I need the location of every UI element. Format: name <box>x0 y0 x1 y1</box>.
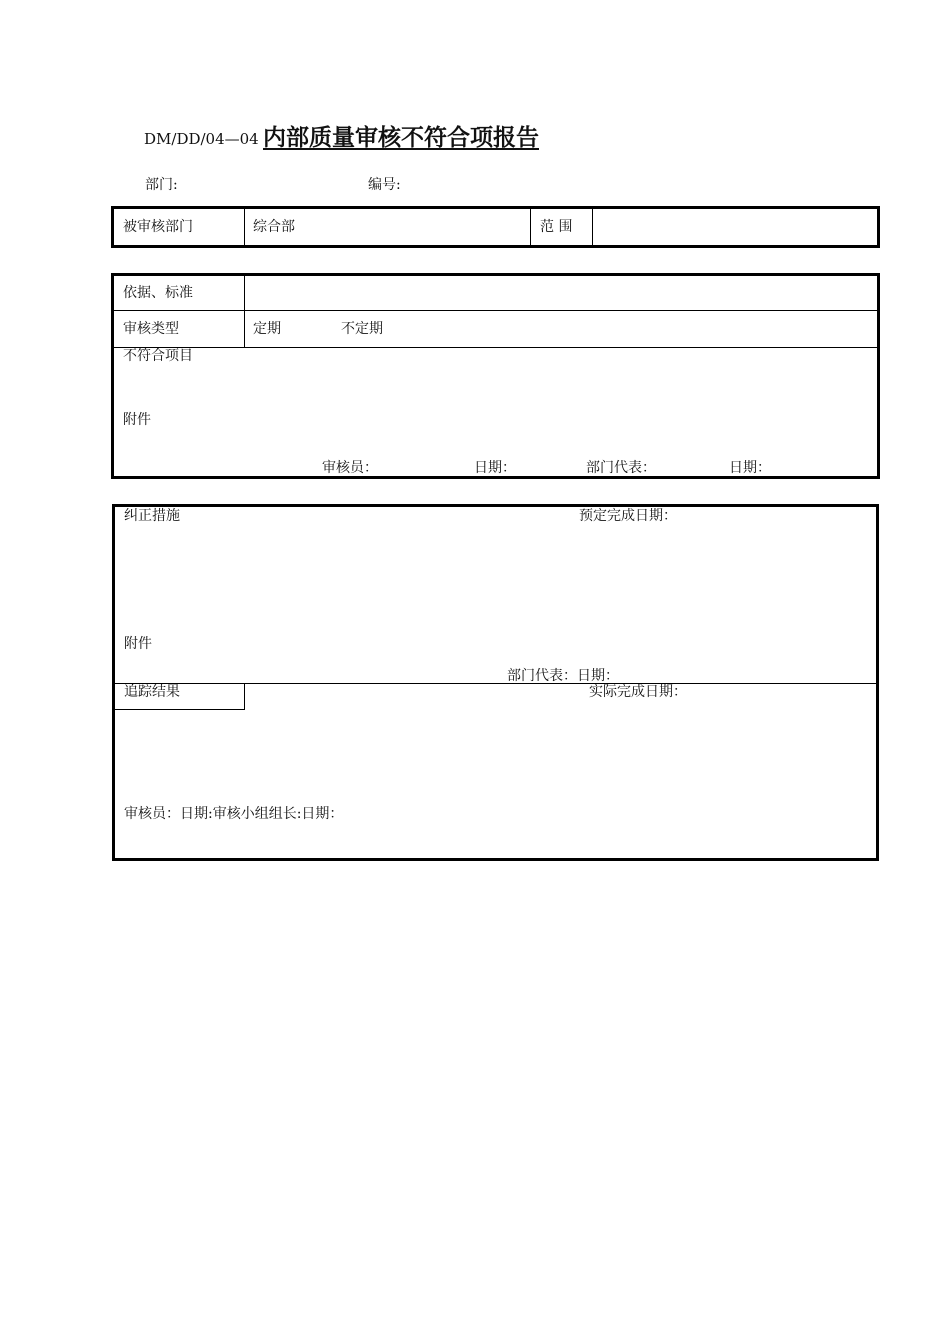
divider <box>530 209 531 245</box>
date-label: 日期： <box>474 460 516 476</box>
nonconformity-label: 不符合项目 <box>123 348 193 364</box>
audited-dept-value[interactable]: 综合部 <box>253 219 295 235</box>
cell-divider <box>115 709 245 710</box>
row-divider <box>115 683 876 684</box>
number-label: 编号: <box>368 177 401 193</box>
attachment-label: 附件 <box>123 412 151 428</box>
department-label: 部门: <box>145 177 178 193</box>
tracking-label: 追踪结果 <box>124 684 180 700</box>
auditor-label: 审核员： <box>322 460 378 476</box>
attachment-label: 附件 <box>124 636 152 652</box>
divider <box>592 209 593 245</box>
dept-rep-label: 部门代表： <box>586 460 656 476</box>
date-label: 日期： <box>729 460 771 476</box>
signoff-line: 审核员：日期:审核小组组长:日期： <box>124 806 344 822</box>
actual-date-label: 实际完成日期： <box>589 684 687 700</box>
row-divider <box>114 310 877 311</box>
row-divider <box>114 347 877 348</box>
type-regular-option[interactable]: 定期 <box>253 321 281 337</box>
audit-type-label: 审核类型 <box>123 321 179 337</box>
type-irregular-option[interactable]: 不定期 <box>341 321 383 337</box>
document-code: DM/DD/04—04 <box>144 130 259 148</box>
divider <box>244 209 245 245</box>
divider <box>244 683 245 709</box>
basis-label: 依据、标准 <box>123 285 193 301</box>
scope-label: 范 围 <box>540 219 573 235</box>
divider <box>244 276 245 347</box>
corrective-label: 纠正措施 <box>124 508 180 524</box>
dept-rep-date-label: 部门代表：日期： <box>507 668 619 684</box>
planned-date-label: 预定完成日期： <box>579 508 677 524</box>
audited-dept-table <box>111 206 880 248</box>
audited-dept-label: 被审核部门 <box>123 219 193 235</box>
audit-info-table <box>111 273 880 479</box>
document-title: 内部质量审核不符合项报告 <box>263 124 539 151</box>
